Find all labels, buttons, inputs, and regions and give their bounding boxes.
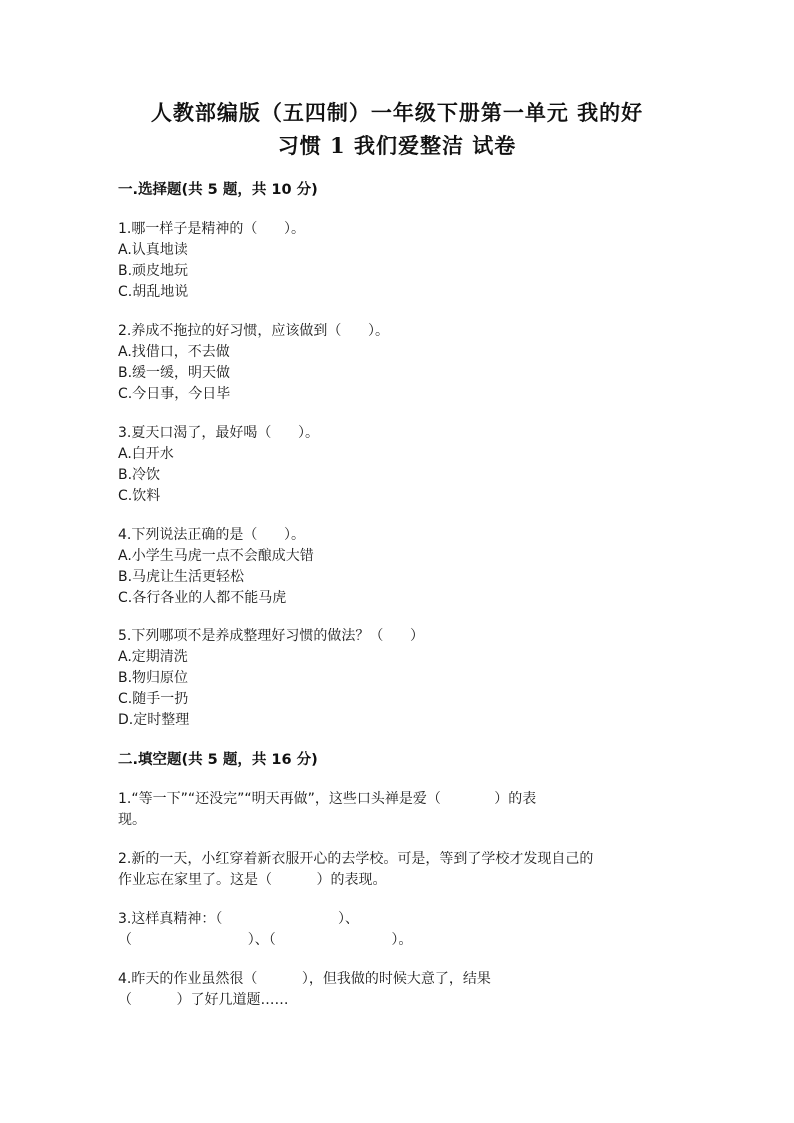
question-option: C.随手一扔	[118, 691, 189, 707]
question-option: B.马虎让生活更轻松	[118, 569, 245, 585]
question-option: C.今日事，今日毕	[118, 386, 231, 402]
question-option: B.缓一缓，明天做	[118, 365, 231, 381]
question-stem: 4.下列说法正确的是（ ）。	[118, 527, 306, 543]
question-option: A.白开水	[118, 446, 174, 462]
question-text-line: 作业忘在家里了。这是（ ）的表现。	[118, 872, 387, 888]
section-heading-fill: 二.填空题(共 5 题，共 16 分)	[118, 752, 318, 768]
question-option: D.定时整理	[118, 712, 190, 728]
question-option: C.饮料	[118, 488, 161, 504]
question-stem: 3.夏天口渴了，最好喝（ ）。	[118, 425, 320, 441]
question-option: B.物归原位	[118, 670, 189, 686]
question-text-line: 1.“等一下”“还没完”“明天再做”，这些口头禅是爱（ ）的表	[118, 791, 537, 807]
question-text-line: 3.这样真精神：（ ）、	[118, 911, 360, 927]
question-stem: 2.养成不拖拉的好习惯，应该做到（ ）。	[118, 323, 390, 339]
question-text-line: 4.昨天的作业虽然很（ ），但我做的时候大意了，结果	[118, 971, 491, 987]
question-stem: 5.下列哪项不是养成整理好习惯的做法？（ ）	[118, 628, 425, 644]
question-option: A.找借口，不去做	[118, 344, 230, 360]
question-option: C.胡乱地说	[118, 284, 189, 300]
question-stem: 1.哪一样子是精神的（ ）。	[118, 221, 306, 237]
section-heading-choice: 一.选择题(共 5 题，共 10 分)	[118, 182, 318, 198]
page-title-line-1: 人教部编版（五四制）一年级下册第一单元 我的好	[150, 100, 644, 125]
question-option: A.定期清洗	[118, 649, 188, 665]
question-text-line: （ ）、（ ）。	[118, 932, 413, 948]
question-option: A.认真地读	[118, 242, 188, 258]
page-title-line-2: 习惯 1 我们爱整洁 试卷	[277, 133, 517, 158]
question-text-line: 2.新的一天，小红穿着新衣服开心的去学校。可是，等到了学校才发现自己的	[118, 851, 594, 867]
question-option: C.各行各业的人都不能马虎	[118, 590, 287, 606]
question-option: B.冷饮	[118, 467, 161, 483]
question-text-line: 现。	[118, 812, 146, 828]
question-option: A.小学生马虎一点不会酿成大错	[118, 548, 314, 564]
question-text-line: （ ）了好几道题……	[118, 992, 289, 1008]
question-option: B.顽皮地玩	[118, 263, 189, 279]
